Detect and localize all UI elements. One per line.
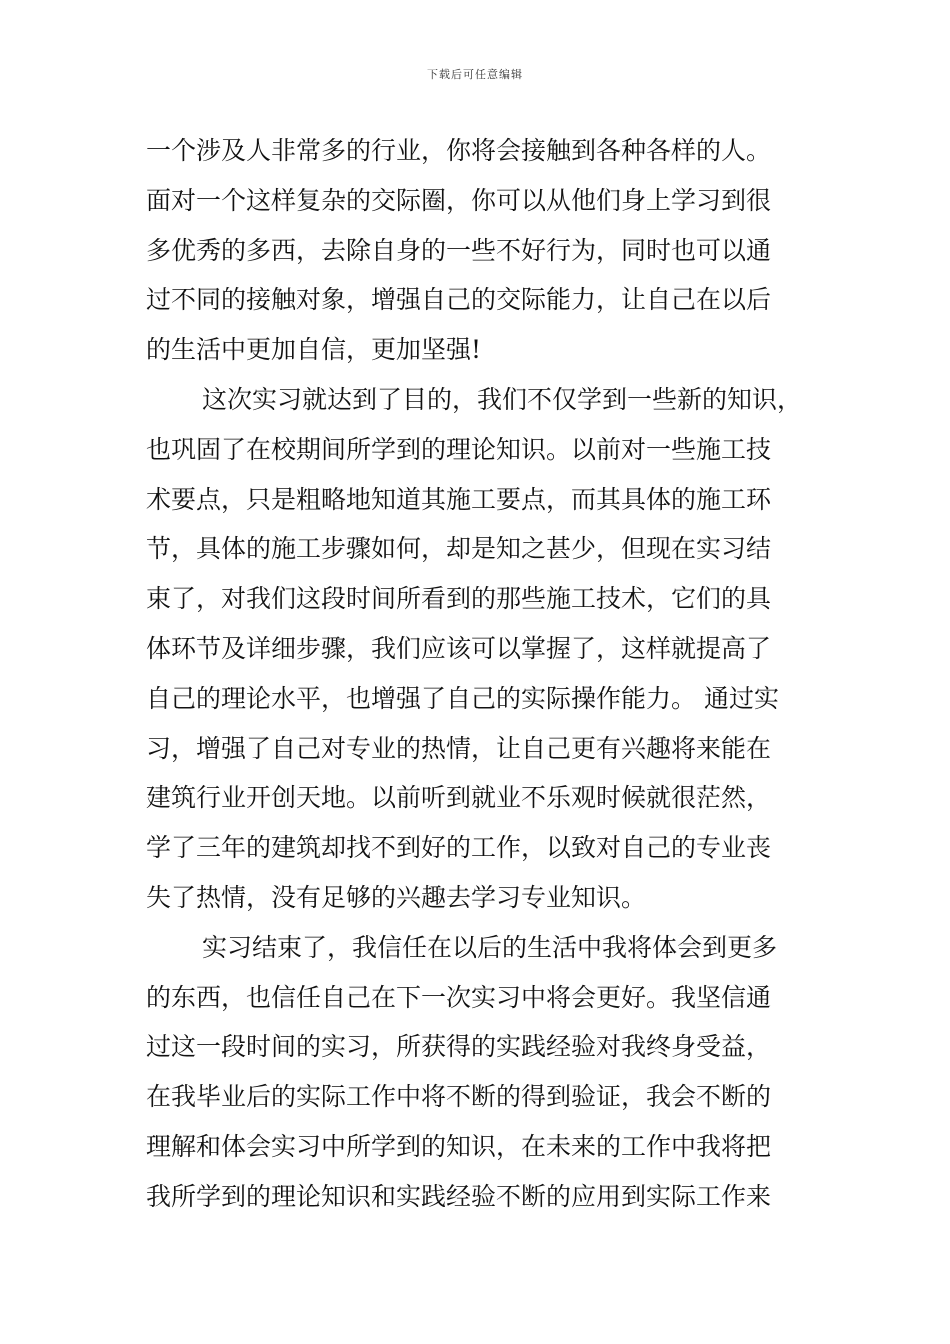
text-line: 失了热情，没有足够的兴趣去学习专业知识。 xyxy=(146,882,647,912)
paragraph-start-line: 实习结束了，我信任在以后的生活中我将体会到更多 xyxy=(202,932,778,962)
text-line: 的东西，也信任自己在下一次实习中将会更好。我坚信通 xyxy=(146,982,772,1012)
text-line: 面对一个这样复杂的交际圈，你可以从他们身上学习到很 xyxy=(146,185,772,215)
text-line: 理解和体会实习中所学到的知识，在未来的工作中我将把 xyxy=(146,1131,772,1161)
text-line: 的生活中更加自信，更加坚强! xyxy=(146,335,482,365)
text-line: 我所学到的理论知识和实践经验不断的应用到实际工作来 xyxy=(146,1181,772,1211)
text-line: 学了三年的建筑却找不到好的工作，以致对自己的专业丧 xyxy=(146,833,772,863)
body-text xyxy=(146,126,816,1222)
text-line: 建筑行业开创天地。以前听到就业不乐观时候就很茫然， xyxy=(146,783,772,813)
text-line: 节，具体的施工步骤如何，却是知之甚少，但现在实习结 xyxy=(146,534,772,564)
text-line: 自己的理论水平，也增强了自己的实际操作能力。 通过实 xyxy=(146,683,779,713)
text-line: 一个涉及人非常多的行业，你将会接触到各种各样的人。 xyxy=(146,136,772,165)
text-line: 术要点，只是粗略地知道其施工要点，而其具体的施工环 xyxy=(146,484,772,514)
text-line: 体环节及详细步骤，我们应该可以掌握了，这样就提高了 xyxy=(146,633,772,663)
text-line: 也巩固了在校期间所学到的理论知识。以前对一些施工技 xyxy=(146,434,772,464)
text-line: 习，增强了自己对专业的热情，让自己更有兴趣将来能在 xyxy=(146,733,772,763)
text-line: 多优秀的多西，去除自身的一些不好行为，同时也可以通 xyxy=(146,235,772,265)
paragraph-start-line: 这次实习就达到了目的，我们不仅学到一些新的知识， xyxy=(202,384,803,414)
text-line: 在我毕业后的实际工作中将不断的得到验证，我会不断的 xyxy=(146,1082,772,1112)
page-header: 下载后可任意编辑 xyxy=(427,68,523,81)
text-line: 束了，对我们这段时间所看到的那些施工技术，它们的具 xyxy=(146,584,772,614)
text-line: 过这一段时间的实习，所获得的实践经验对我终身受益， xyxy=(146,1032,772,1062)
text-line: 过不同的接触对象，增强自己的交际能力，让自己在以后 xyxy=(146,285,772,315)
